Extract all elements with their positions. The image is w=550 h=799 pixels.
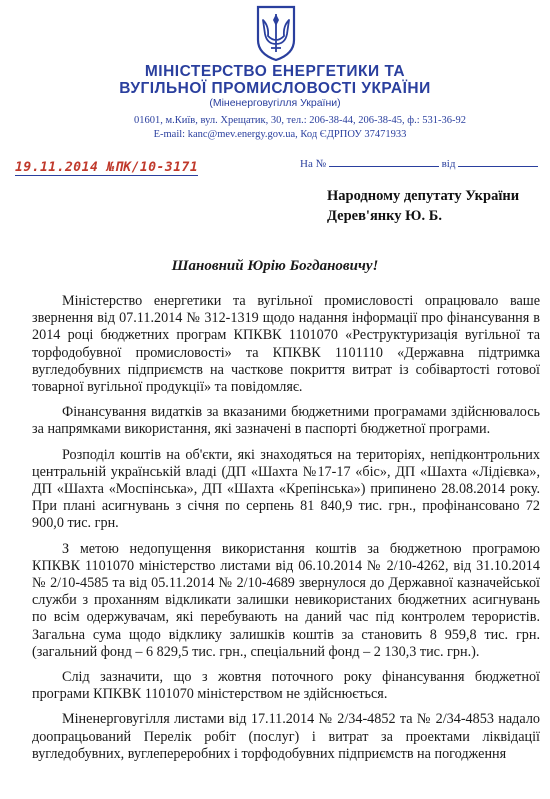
paragraph: Міненерговугілля листами від 17.11.2014 № 2/34-4852 та № 2/34-4853 надало доопрацьований Перелік робіт (послуг) і витрат за проектами ліквідації вугледобувних, вуглепереробних і торфодобувних підприємств на погодження [32, 711, 540, 762]
reference-label: На № [300, 158, 327, 170]
reference-line [300, 158, 538, 170]
handwritten-outgoing-number [15, 160, 198, 176]
paragraph: Розподіл коштів на об'єкти, які знаходяться на територіях, непідконтрольних центральній українській владі (ДП «Шахта №17-17 «біс», ДП «Шахта «Лідієвка», ДП «Шахта «Моспінська», ДП «Шахта «Крепінська») припинено 28.08.2014 року. При плані асигнувань з січня по серпень 81 840,9 тис. грн., профінансовано 72 900,0 тис. грн. [32, 446, 540, 532]
paragraph: Міністерство енергетики та вугільної промисловості опрацювало ваше звернення від 07.11.2014 № 312-1319 щодо надання інформації про фінансування в 2014 році бюджетних програм КПКВК 1101070 «Реструктуризація вугільної та торфодобувної промисловості» та КПКВК 1101110 «Державна підтримка вугледобувних підприємств на часткове покриття витрат із собівартості готової товарної вугільної продукції» та повідомляє. [32, 293, 540, 396]
reference-date-blank [458, 166, 538, 167]
recipient-title: Народному депутату України [327, 188, 520, 204]
letterhead-address: 01601, м.Київ, вул. Хрещатик, 30, тел.: 206-38-44, 206-38-45, ф.: 531-36-92 [133, 115, 467, 126]
salutation: Шановний Юрію Богдановичу! [171, 258, 379, 274]
coat-of-arms-icon [255, 4, 297, 62]
paragraph: Фінансування видатків за вказаними бюджетними програмами здійснювалось за напрямками використання, які зазначені в паспорті бюджетної програми. [32, 404, 540, 438]
letter-body [32, 293, 540, 771]
ministry-name-line2: ВУГІЛЬНОЇ ПРОМИСЛОВОСТІ УКРАЇНИ [119, 80, 431, 97]
reference-from-label: від [441, 158, 456, 170]
outgoing-number-text: 19.11.2014 №ПК/10-3171 [15, 160, 199, 175]
paragraph: Слід зазначити, що з жовтня поточного року фінансування бюджетної програми КПКВК 1101070 міністерством не здійснюється. [32, 669, 540, 703]
ministry-name-line1: МІНІСТЕРСТВО ЕНЕРГЕТИКИ ТА [144, 63, 406, 80]
paragraph: З метою недопущення використання коштів за бюджетною програмою КПКВК 1101070 міністерство листами від 06.10.2014 № 2/10-4262, від 31.10.2014 № 2/10-4585 та від 05.11.2014 № 2/10-4689 звернулося до Державної казначейської служби з проханням відкликати залишки невикористаних бюджетних асигнувань по всім одержувачам, які перебувають на даний час під контролем терористів. Загальна сума щодо відклику залишків коштів за становить 8 959,8 тис. грн. (загальний фонд – 6 829,5 тис. грн., спеціальний фонд – 2 130,3 тис. грн.). [32, 540, 540, 660]
reference-number-blank [329, 166, 439, 167]
ministry-short-name: (Міненерговугілля України) [209, 97, 341, 109]
recipient-name: Дерев'янку Ю. Б. [327, 208, 442, 224]
letterhead-email: E-mail: kanc@mev.energy.gov.ua, Код ЄДРПОУ 37471933 [153, 129, 407, 140]
